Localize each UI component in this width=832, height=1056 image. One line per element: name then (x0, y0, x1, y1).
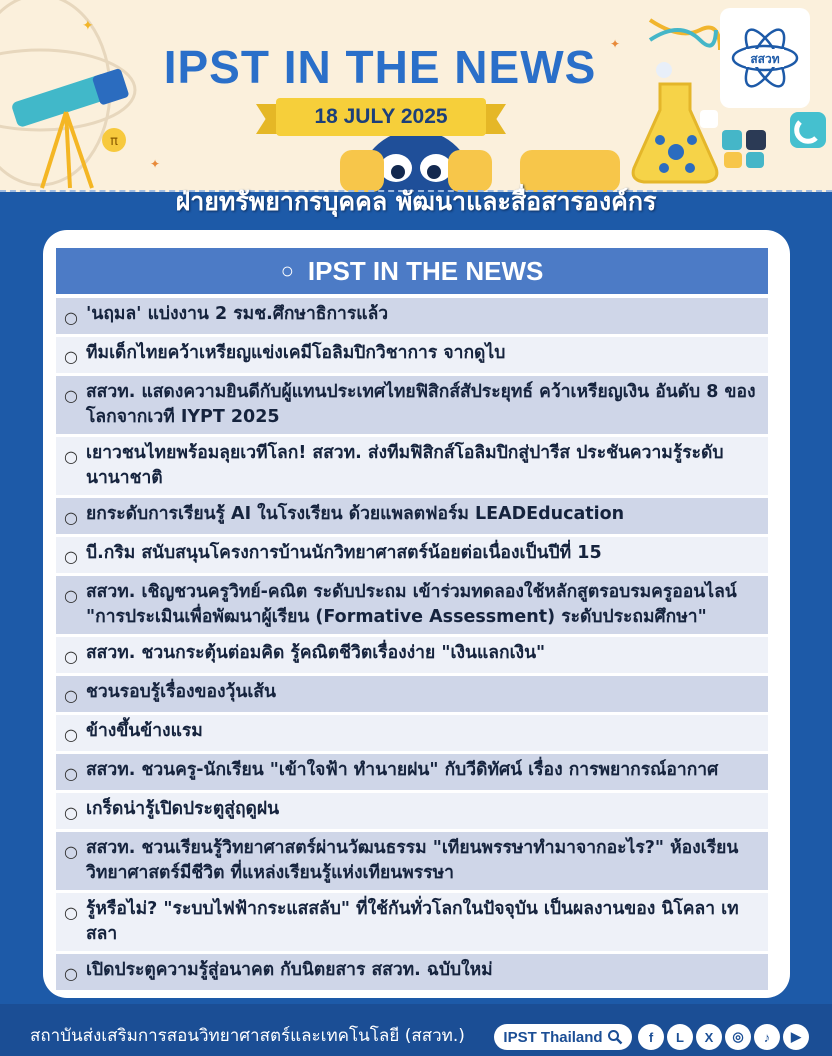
news-card-heading: IPST IN THE NEWS (307, 255, 544, 286)
news-headline: สสวท. เชิญชวนครูวิทย์-คณิต ระดับประถม เข้าร่วมทดลองใช้หลักสูตรอบรมครูออนไลน์ "การประเมินเพื่อพัฒนาผู้เรียน (Formative Assessment) ระดับประถมศึกษา" (86, 582, 737, 627)
social-handle[interactable] (494, 1024, 632, 1050)
header-banner (0, 0, 832, 192)
news-card-header (56, 248, 768, 294)
x-icon[interactable]: X (696, 1024, 722, 1050)
bullet-icon: ○ (64, 903, 78, 922)
ipst-logo (720, 8, 810, 108)
handle-label: IPST Thailand (503, 1028, 603, 1046)
news-headline: รู้หรือไม่? "ระบบไฟฟ้ากระแสสลับ" ที่ใช้กันทั่วโลกในปัจจุบัน เป็นผลงานของ นิโคลา เทสลา (86, 899, 739, 944)
telescope-icon (11, 68, 130, 188)
atom-logo-icon (728, 21, 802, 95)
news-item[interactable] (56, 637, 768, 673)
flask-icon (633, 84, 717, 182)
bullet-icon: ○ (64, 347, 78, 366)
svg-text:✦: ✦ (150, 157, 161, 171)
line-icon[interactable]: L (667, 1024, 693, 1050)
date-ribbon (276, 98, 486, 136)
youtube-icon[interactable]: ▶ (783, 1024, 809, 1050)
bullet-icon: ○ (64, 686, 78, 705)
news-item[interactable] (56, 576, 768, 634)
news-headline: สสวท. แสดงความยินดีกับผู้แทนประเทศไทยฟิสิกส์สัประยุทธ์ คว้าเหรียญเงิน อันดับ 8 ของโลกจากเวที IYPT 2025 (86, 382, 756, 427)
bullet-icon: ○ (64, 842, 78, 861)
news-headline: เยาวชนไทยพร้อมลุยเวทีโลก! สสวท. ส่งทีมฟิสิกส์โอลิมปิกสู่ปารีส ประชันความรู้ระดับนานาชาติ (86, 443, 724, 488)
bullet-icon: ○ (64, 586, 78, 605)
news-item[interactable] (56, 437, 768, 495)
news-headline: สสวท. ชวนกระตุ้นต่อมคิด รู้คณิตชีวิตเรื่องง่าย "เงินแลกเงิน" (86, 643, 546, 663)
bullet-icon: ○ (64, 764, 78, 783)
bullet-icon: ○ (64, 964, 78, 983)
news-headline: ทีมเด็กไทยคว้าเหรียญแข่งเคมีโอลิมปิกวิชาการ จากดูไบ (86, 343, 506, 363)
news-item[interactable] (56, 754, 768, 790)
bullet-icon: ○ (64, 803, 78, 822)
magnet-icon (790, 112, 826, 148)
department-title: ฝ่ายทรัพยากรบุคคล พัฒนาและสื่อสารองค์กร (175, 187, 657, 216)
date-label: 18 JULY 2025 (314, 105, 448, 128)
page-title: IPST IN THE NEWS (163, 41, 597, 93)
bullet-icon: ○ (64, 725, 78, 744)
svg-text:π: π (110, 134, 118, 149)
bullet-icon: ○ (64, 647, 78, 666)
bullet-icon: ○ (64, 308, 78, 327)
bullet-icon: ○ (64, 447, 78, 466)
news-headline: เปิดประตูความรู้สู่อนาคต กับนิตยสาร สสวท. ฉบับใหม่ (86, 960, 493, 980)
instagram-icon[interactable]: ◎ (725, 1024, 751, 1050)
search-icon (607, 1029, 623, 1045)
decorative-illustration (0, 0, 832, 192)
svg-text:✦: ✦ (610, 37, 621, 51)
facebook-icon[interactable]: f (638, 1024, 664, 1050)
bullet-icon: ○ (64, 547, 78, 566)
news-item[interactable] (56, 954, 768, 990)
news-item[interactable] (56, 832, 768, 890)
social-icons (638, 1024, 809, 1050)
news-headline: ชวนรอบรู้เรื่องของวุ้นเส้น (86, 682, 276, 702)
news-headline: สสวท. ชวนเรียนรู้วิทยาศาสตร์ผ่านวัฒนธรรม "เทียนพรรษาทำมาจากอะไร?" ห้องเรียนวิทยาศาสตร์มีชีวิต ที่แหล่งเรียนรู้แห่งเทียนพรรษา (86, 838, 739, 883)
bullet-icon: ○ (64, 386, 78, 405)
news-item[interactable] (56, 498, 768, 534)
news-list (56, 298, 768, 993)
dna-icon (650, 20, 720, 50)
news-headline: บี.กริม สนับสนุนโครงการบ้านนักวิทยาศาสตร์น้อยต่อเนื่องเป็นปีที่ 15 (86, 543, 602, 563)
news-headline: สสวท. ชวนครู-นักเรียน "เข้าใจฟ้า ทำนายฝน" กับวีดิทัศน์ เรื่อง การพยากรณ์อากาศ (86, 760, 719, 780)
news-item[interactable] (56, 337, 768, 373)
news-item[interactable] (56, 893, 768, 951)
news-item[interactable] (56, 537, 768, 573)
news-headline: ข้างขึ้นข้างแรม (86, 721, 203, 741)
bullet-icon: ○ (64, 508, 78, 527)
news-headline: 'นฤมล' แบ่งงาน 2 รมช.ศึกษาธิการแล้ว (86, 304, 389, 324)
news-item[interactable] (56, 376, 768, 434)
news-item[interactable] (56, 676, 768, 712)
news-item[interactable] (56, 715, 768, 751)
news-item[interactable] (56, 298, 768, 334)
svg-text:✦: ✦ (82, 18, 94, 34)
header-bullet-icon: ○ (280, 258, 294, 283)
logo-text: สสวท (750, 52, 780, 66)
organization-name: สถาบันส่งเสริมการสอนวิทยาศาสตร์และเทคโนโลยี (สสวท.) (30, 1026, 465, 1046)
tiktok-icon[interactable]: ♪ (754, 1024, 780, 1050)
news-item[interactable] (56, 793, 768, 829)
news-headline: ยกระดับการเรียนรู้ AI ในโรงเรียน ด้วยแพลตฟอร์ม LEADEducation (86, 504, 625, 524)
news-headline: เกร็ดน่ารู้เปิดประตูสู่ฤดูฝน (86, 799, 280, 819)
